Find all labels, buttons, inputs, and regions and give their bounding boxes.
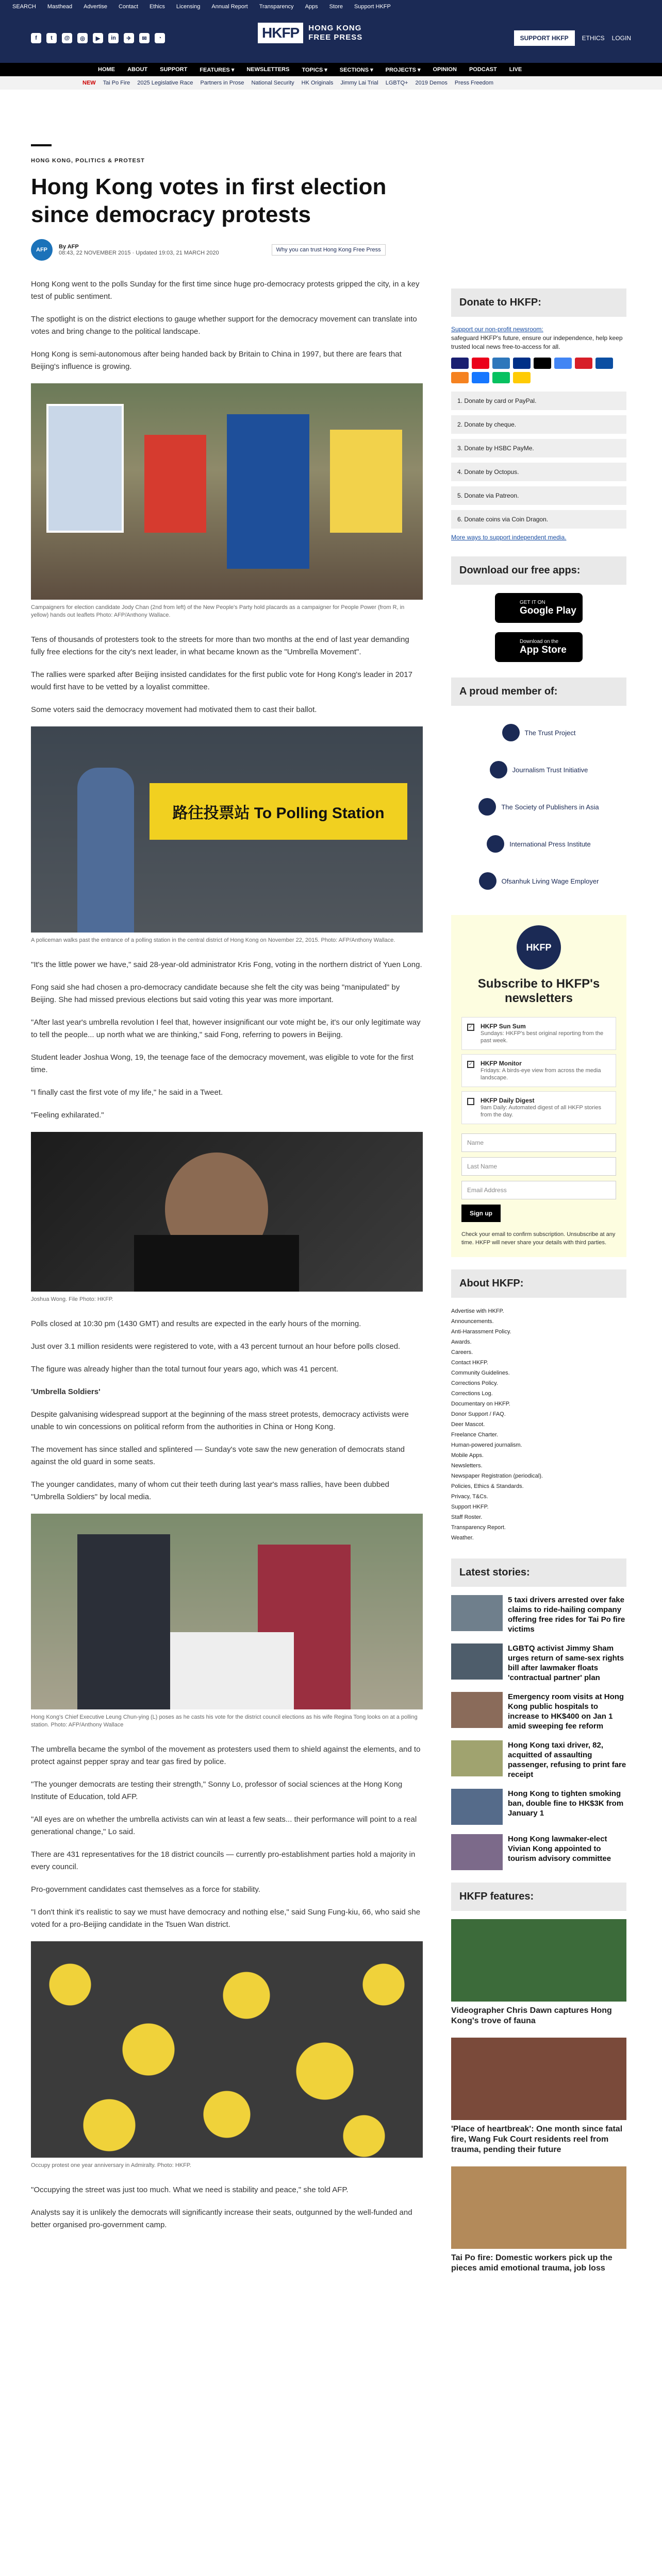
topbar-link[interactable]: Transparency [259,4,294,10]
donate-intro-link[interactable]: Support our non-profit newsroom: [451,326,543,333]
about-link[interactable]: Documentary on HKFP. [451,1401,510,1407]
topbar-link[interactable]: Support HKFP [354,4,391,10]
story-thumbnail[interactable] [451,1595,503,1631]
site-logo[interactable] [258,23,362,43]
photo-polling-station [31,726,423,933]
paragraph: Fong said she had chosen a pro-democracy candidate because she felt the city was being "manipulated" by Beijing. She had missed previous elections but said voting this year was more important. [31,983,400,1004]
nav-item[interactable]: NEWSLETTERS [246,66,290,73]
paragraph: The umbrella became the symbol of the movement as protesters used them to shield against the elements, and to protect against pepper spray and tear gas fired by police. [31,1745,421,1766]
member-heading: A proud member of: [451,677,626,706]
apps-heading: Download our free apps: [451,556,626,585]
photo-campaigners [31,383,423,600]
feature-image[interactable] [451,2166,626,2249]
story-thumbnail[interactable] [451,1834,503,1870]
google-play-small: GET IT ON [520,599,545,605]
donate-option[interactable]: 4. Donate by Octopus. [451,463,626,481]
topbar-link[interactable]: Contact [119,4,138,10]
author-avatar: AFP [31,239,53,261]
newsletter-box [451,915,626,1257]
member-logo[interactable] [451,788,626,825]
donate-option[interactable]: 3. Donate by HSBC PayMe. [451,439,626,457]
member-name: Ofsanhuk Living Wage Employer [501,877,599,885]
about-link[interactable]: Advertise with HKFP. [451,1308,504,1314]
checkbox[interactable]: ✓ [467,1061,474,1068]
paragraph: "After last year's umbrella revolution I feel that, however insignificant our vote might be, it's our only legitimate way to tell the people... up north what we are thinking," said Fong, referring to powers in Beijing. [31,1018,421,1039]
trending-link[interactable]: 2025 Legislative Race [137,80,193,86]
topbar-link[interactable]: Masthead [47,4,73,10]
story-title[interactable]: LGBTQ activist Jimmy Sham urges return of same-sex rights bill after lawmaker floats 'contractual partner' plan [508,1644,624,1682]
main-nav [0,63,662,76]
about-link[interactable]: Support HKFP. [451,1504,489,1510]
donate-option[interactable]: 1. Donate by card or PayPal. [451,392,626,410]
features-heading: HKFP features: [451,1883,626,1911]
latest-story[interactable] [451,1692,626,1731]
email-field[interactable]: Email Address [461,1181,616,1199]
story-thumbnail[interactable] [451,1692,503,1728]
google-pay-icon [554,358,572,369]
story-title[interactable]: Hong Kong taxi driver, 82, acquitted of assaulting passenger, refusing to print fare receipt [508,1741,626,1779]
support-hkfp-button[interactable]: SUPPORT HKFP [514,30,575,46]
story-thumbnail[interactable] [451,1740,503,1776]
story-title[interactable]: Emergency room visits at Hong Kong public hospitals to increase to HK$400 on Jan 1 amid sweeping fee reform [508,1692,624,1731]
trust-link[interactable]: Why you can trust Hong Kong Free Press [272,244,386,256]
story-thumbnail[interactable] [451,1789,503,1825]
app-store-label: App Store [520,644,567,655]
paragraph: The younger candidates, many of whom cut their teeth during last year's mass rallies, have been dubbed "Umbrella Soldiers" by local media. [31,1480,389,1501]
story-title[interactable]: Hong Kong to tighten smoking ban, double fine to HK$3K from January 1 [508,1789,624,1818]
newsletter-desc: Sundays: HKFP's best original reporting from the past week. [481,1030,604,1044]
top-utility-bar [0,0,662,13]
newsletter-option[interactable] [461,1091,616,1124]
alipay-icon [472,372,489,383]
newsletter-desc: Fridays: A birds-eye view from across the media landscape. [481,1067,601,1081]
publish-date: 08:43, 22 NOVEMBER 2015 · Updated 19:03, 21 MARCH 2020 [59,250,219,256]
topbar-link[interactable]: Advertise [84,4,108,10]
logo-line-2: FREE PRESS [308,33,363,42]
newsletter-option[interactable] [461,1054,616,1087]
paragraph: The rallies were sparked after Beijing insisted candidates for the first public vote for Hong Kong's leader in 2017 would first have to be vetted by a loyalist committee. [31,670,412,691]
donate-intro-text: safeguard HKFP's future, ensure our independence, help keep trusted local news free-to-access for all. [451,334,623,350]
trending-link[interactable]: National Security [251,80,294,86]
newsletter-logo: HKFP [517,925,561,970]
donate-heading: Donate to HKFP: [451,289,626,317]
byline [31,239,423,261]
about-link[interactable]: Corrections Log. [451,1391,493,1397]
member-logo[interactable] [451,825,626,862]
article-title: Hong Kong votes in first election since democracy protests [31,174,387,227]
photo-joshua-wong [31,1132,423,1292]
article-kicker[interactable]: HONG KONG, POLITICS & PROTEST [31,158,145,164]
topbar-link[interactable]: Licensing [176,4,201,10]
latest-story[interactable] [451,1789,626,1825]
about-link[interactable]: Transparency Report. [451,1524,506,1531]
latest-heading: Latest stories: [451,1558,626,1587]
facebook-icon[interactable]: f [31,33,41,43]
feature-title[interactable]: 'Place of heartbreak': One month since fatal fire, Wang Fuk Court residents reel from trauma, pending their future [451,2125,623,2154]
trending-link[interactable]: Press Freedom [454,80,494,86]
feature-image[interactable] [451,1919,626,2002]
name-field[interactable]: Name [461,1133,616,1152]
newsletter-desc: 9am Daily: Automated digest of all HKFP stories from the day. [481,1105,601,1118]
more-ways-link[interactable]: More ways to support independent media. [451,534,567,541]
paragraph: "Occupying the street was just too much. What we need is stability and peace," she told AFP. [31,2185,349,2194]
google-play-button[interactable] [495,593,583,623]
paragraph: Some voters said the democracy movement had motivated them to cast their ballot. [31,705,317,714]
photo-umbrellas [31,1941,423,2158]
latest-story[interactable] [451,1834,626,1870]
google-play-label: Google Play [520,605,576,616]
topbar-link[interactable]: Ethics [149,4,165,10]
login-link[interactable]: LOGIN [611,35,631,42]
trending-link[interactable]: LGBTQ+ [385,80,408,86]
topbar-link[interactable]: Store [329,4,343,10]
about-heading: About HKFP: [451,1269,626,1298]
rss-icon[interactable]: ◔ [155,33,165,43]
trending-label: NEW [82,80,96,86]
topbar-link[interactable]: Apps [305,4,318,10]
newsletter-option[interactable] [461,1017,616,1050]
nav-item[interactable]: OPINION [433,66,457,73]
nav-item[interactable]: ABOUT [127,66,148,73]
nav-item[interactable]: HOME [98,66,115,73]
story-thumbnail[interactable] [451,1643,503,1680]
about-link[interactable]: Human-powered journalism. [451,1442,522,1448]
newsletter-name: HKFP Daily Digest [481,1097,535,1104]
member-icon [502,724,520,741]
donate-option[interactable]: 5. Donate via Patreon. [451,486,626,505]
logo-line-1: HONG KONG [308,24,362,32]
paragraph: Pro-government candidates cast themselves as a force for stability. [31,1885,260,1894]
paragraph: "I don't think it's realistic to say we must have democracy and nothing else," said Sung Fung-kiu, 66, who said she voted for a pro-Beijing candidate in the Tsuen Wan district. [31,1908,421,1929]
about-link[interactable]: Weather. [451,1535,474,1541]
sidebar [451,289,626,2285]
about-link[interactable]: Newsletters. [451,1463,483,1469]
donate-option[interactable]: 6. Donate coins via Coin Dragon. [451,510,626,529]
about-link[interactable]: Staff Roster. [451,1514,483,1520]
latest-story[interactable] [451,1740,626,1780]
member-name: Journalism Trust Initiative [512,766,588,774]
checkbox[interactable]: ✓ [467,1024,474,1031]
about-link[interactable]: Community Guidelines. [451,1370,510,1376]
paragraph: The movement has since stalled and splintered — Sunday's vote saw the new generation of democrats stand against the old guard in some seats. [31,1445,405,1466]
paragraph: "All eyes are on whether the umbrella activists can win at least a few seats... their performance will point to a real generational change," Lo said. [31,1815,417,1836]
paragraph: The spotlight is on the district elections to gauge whether support for the democracy movement can translate into votes and bring change to the political landscape. [31,315,417,336]
paragraph: "The younger democrats are testing their strength," Sonny Lo, professor of social sciences at the Hong Kong Institute of Education, told AFP. [31,1780,403,1801]
paragraph: Hong Kong went to the polls Sunday for the first time since huge pro-democracy protests gripped the city, in a key test of public sentiment. [31,280,420,301]
about-link[interactable]: Contact HKFP. [451,1360,488,1366]
unionpay-icon [575,358,592,369]
apple-pay-icon [534,358,551,369]
about-link[interactable]: Mobile Apps. [451,1452,484,1459]
topbar-link[interactable]: Annual Report [211,4,248,10]
about-link[interactable]: Donor Support / FAQ. [451,1411,506,1417]
trending-link[interactable]: 2019 Demos [415,80,448,86]
jcb-icon [595,358,613,369]
trending-link[interactable]: Tai Po Fire [103,80,130,86]
paragraph: Polls closed at 10:30 pm (1430 GMT) and results are expected in the early hours of the morning. [31,1319,361,1328]
paragraph: "Feeling exhilarated." [31,1111,104,1120]
paragraph: Hong Kong is semi-autonomous after being handed back by Britain to China in 1997, but there are fears that Beijing's influence is growing. [31,350,402,371]
newsletter-title: Subscribe to HKFP's newsletters [477,977,600,1005]
youtube-icon[interactable]: ▶ [93,33,103,43]
member-name: The Trust Project [524,728,576,737]
paragraph: Despite galvanising widespread support at the beginning of the mass street protests, democracy activists were unable to win concessions on political reform from the authorities in China or Hong Kong. [31,1410,409,1431]
member-icon [487,835,504,853]
logo-mark: HKFP [258,23,303,43]
checkbox[interactable] [467,1098,474,1105]
last-name-field[interactable]: Last Name [461,1157,616,1176]
paragraph: Tens of thousands of protesters took to the streets for more than two months at the end of last year demanding fully free elections for the city's next leader, in what became known as the "Umbrella Movement". [31,635,409,656]
paragraph: Just over 3.1 million residents were registered to vote, with a 43 percent turnout an hour before polls closed. [31,1342,401,1351]
about-link[interactable]: Awards. [451,1339,472,1345]
email-icon[interactable]: ✉ [139,33,150,43]
app-store-small: Download on the [520,638,559,645]
article [31,144,423,2242]
feature-title[interactable]: Tai Po fire: Domestic workers pick up the pieces amid emotional trauma, job loss [451,2253,613,2273]
paragraph: Analysts say it is unlikely the democrats will significantly increase their seats, outgunned by the well-funded and better organised pro-government camp. [31,2208,412,2229]
latest-story[interactable] [451,1595,626,1634]
member-logo[interactable] [451,862,626,900]
member-logo[interactable] [451,714,626,751]
paragraph: There are 431 representatives for the 18 district councils — currently pro-establishment parties hold a majority in every council. [31,1850,416,1871]
story-title[interactable]: Hong Kong lawmaker-elect Vivian Kong appointed to tourism advisory committee [508,1835,611,1863]
latest-story[interactable] [451,1643,626,1683]
about-link[interactable]: Privacy, T&Cs. [451,1494,488,1500]
paragraph: Student leader Joshua Wong, 19, the teenage face of the democracy movement, was eligible to vote for the first time. [31,1053,413,1074]
site-header [0,13,662,63]
nav-item[interactable]: SECTIONS ▾ [339,66,373,73]
nav-item[interactable]: FEATURES ▾ [200,66,235,73]
newsletter-name: HKFP Monitor [481,1060,522,1067]
trending-link[interactable]: HK Originals [301,80,334,86]
paragraph: "It's the little power we have," said 28-year-old administrator Kris Fong, voting in the northern district of Yuen Long. [31,960,422,969]
about-link[interactable]: Newspaper Registration (periodical). [451,1473,543,1479]
payment-icons [451,358,626,383]
feature-image[interactable] [451,2038,626,2120]
feature-title[interactable]: Videographer Chris Dawn captures Hong Kong's trove of fauna [451,2006,612,2025]
trending-bar [0,76,662,90]
octopus-icon [513,372,531,383]
photo-ballot [31,1514,423,1709]
newsletter-name: HKFP Sun Sum [481,1023,526,1030]
ethics-link[interactable]: ETHICS [582,35,605,42]
photo-caption: Campaigners for election candidate Jody Chan (2nd from left) of the New People's Party hold placards as a campaigner for People Power (from R, in yellow) hands out leaflets Photo: AFP/Anthony Wallace. [31,604,405,618]
member-logo[interactable] [451,751,626,788]
nav-item[interactable]: PROJECTS ▾ [385,66,421,73]
trending-link[interactable]: Jimmy Lai Trial [340,80,378,86]
sign-up-button[interactable]: Sign up [461,1205,501,1222]
nav-item[interactable]: PODCAST [469,66,497,73]
social-links [31,33,165,43]
newsletter-note: Check your email to confirm subscription. Unsubscribe at any time. HKFP will never share your details with third parties. [461,1231,616,1246]
wechat-pay-icon [492,372,510,383]
subheading: 'Umbrella Soldiers' [31,1387,101,1396]
topbar-link[interactable]: SEARCH [12,4,36,10]
member-name: International Press Institute [509,840,591,848]
title-rule [31,144,52,146]
twitter-icon[interactable]: t [46,33,57,43]
trending-link[interactable]: Partners in Prose [200,80,244,86]
member-icon [478,798,496,816]
photo-caption: Hong Kong's Chief Executive Leung Chun-ying (L) poses as he casts his vote for the district council elections as his wife Regina Tong looks on at a polling station. Photo: AFP/Anthony Wallace [31,1714,418,1728]
paypal-icon [513,358,531,369]
paragraph: "I finally cast the first vote of my life," he said in a Tweet. [31,1088,223,1097]
about-link[interactable]: Freelance Charter. [451,1432,499,1438]
photo-caption: A policeman walks past the entrance of a polling station in the central district of Hong Kong on November 22, 2015. Photo: AFP/Anthony Wallace. [31,937,395,943]
about-link[interactable]: Announcements. [451,1318,494,1325]
telegram-icon[interactable]: ✈ [124,33,134,43]
app-store-button[interactable] [495,632,583,662]
mastercard-icon [472,358,489,369]
about-link[interactable]: Policies, Ethics & Standards. [451,1483,524,1489]
nav-item[interactable]: SUPPORT [160,66,188,73]
about-link[interactable]: Corrections Policy. [451,1380,498,1386]
photo-caption: Joshua Wong. File Photo: HKFP. [31,1296,113,1302]
member-name: The Society of Publishers in Asia [501,803,599,811]
nav-item[interactable]: LIVE [509,66,522,73]
paragraph: The figure was already higher than the total turnout four years ago, which was 41 percent. [31,1365,339,1374]
story-title[interactable]: 5 taxi drivers arrested over fake claims to ride-hailing company offering free rides for Tai Po fire victims [508,1596,625,1634]
amex-icon [492,358,510,369]
discover-icon [451,372,469,383]
visa-icon [451,358,469,369]
about-link[interactable]: Careers. [451,1349,473,1355]
donate-option[interactable]: 2. Donate by cheque. [451,415,626,434]
instagram-icon[interactable]: ◎ [77,33,88,43]
photo-caption: Occupy protest one year anniversary in Admiralty. Photo: HKFP. [31,2162,191,2168]
about-link[interactable]: Anti-Harassment Policy. [451,1329,511,1335]
member-icon [490,761,507,778]
nav-item[interactable]: TOPICS ▾ [302,66,327,73]
threads-icon[interactable]: @ [62,33,72,43]
member-icon [479,872,496,890]
about-link[interactable]: Deer Mascot. [451,1421,485,1428]
linkedin-icon[interactable]: in [108,33,119,43]
polling-sign: 路往投票站 To Polling Station [150,783,407,840]
author-name[interactable]: By AFP [59,244,79,250]
